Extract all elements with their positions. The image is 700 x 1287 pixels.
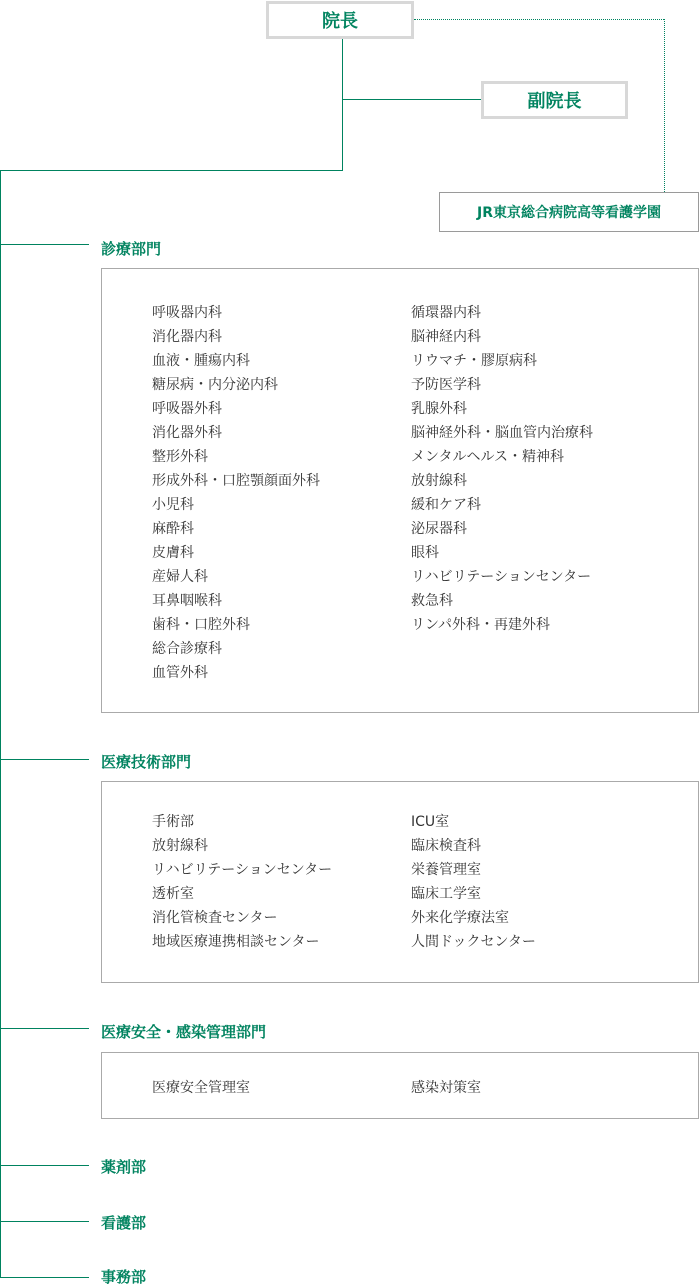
department-item: 臨床検査科: [411, 838, 481, 854]
nursing-dept-title: 看護部: [101, 1214, 147, 1232]
vice-director-branch-line: [342, 99, 481, 100]
department-item: 循環器内科: [411, 305, 481, 321]
nursing-school-box: [439, 192, 699, 232]
department-item: 小児科: [152, 497, 194, 513]
department-item: リハビリテーションセンター: [152, 862, 333, 878]
vice-director-label: 副院長: [527, 91, 582, 112]
school-dotted-v-line: [664, 19, 665, 192]
department-item: 呼吸器内科: [152, 305, 222, 321]
director-to-trunk-line: [0, 170, 343, 171]
department-item: 臨床工学室: [411, 886, 481, 902]
department-item: 地域医療連携相談センター: [152, 934, 320, 950]
department-item: ICU室: [411, 814, 450, 830]
department-item: 人間ドックセンター: [411, 934, 536, 950]
department-item: 整形外科: [152, 449, 208, 465]
clinical-col1: [152, 301, 320, 685]
department-item: 消化器外科: [152, 425, 222, 441]
main-trunk-line: [0, 170, 1, 1278]
department-item: 脳神経内科: [411, 329, 481, 345]
safety-col1: [152, 1076, 250, 1100]
branch-line-nursing: [0, 1221, 89, 1222]
department-item: 耳鼻咽喉科: [152, 593, 222, 609]
branch-line-safety: [0, 1028, 89, 1029]
department-item: 外来化学療法室: [411, 910, 509, 926]
technical-col2: [411, 810, 536, 954]
pharmacy-dept-title: 薬剤部: [101, 1158, 147, 1176]
department-item: 産婦人科: [152, 569, 208, 585]
department-item: 手術部: [152, 814, 194, 830]
department-item: 消化管検査センター: [152, 910, 278, 926]
department-item: 泌尿器科: [411, 521, 467, 537]
branch-line-admin: [0, 1277, 89, 1278]
department-item: 消化器内科: [152, 329, 222, 345]
department-item: 血液・腫瘍内科: [152, 353, 250, 369]
department-item: 救急科: [411, 593, 453, 609]
nursing-school-label: JR東京総合病院高等看護学園: [477, 205, 661, 221]
department-item: 医療安全管理室: [152, 1080, 250, 1096]
branch-line-technical: [0, 759, 89, 760]
department-item: 眼科: [411, 545, 439, 561]
department-item: 透析室: [152, 886, 194, 902]
clinical-dept-title: 診療部門: [101, 240, 162, 258]
director-label: 院長: [322, 11, 358, 32]
department-item: 感染対策室: [411, 1080, 481, 1096]
department-item: メンタルヘルス・精神科: [411, 449, 565, 465]
department-item: 放射線科: [152, 838, 208, 854]
department-item: 歯科・口腔外科: [152, 617, 250, 633]
director-box: [266, 1, 414, 39]
department-item: 総合診療科: [152, 641, 222, 657]
department-item: 血管外科: [152, 665, 208, 681]
department-item: リハビリテーションセンター: [411, 569, 592, 585]
department-item: 予防医学科: [411, 377, 481, 393]
school-dotted-h-line: [414, 19, 664, 20]
department-item: 脳神経外科・脳血管内治療科: [411, 425, 593, 441]
technical-col1: [152, 810, 332, 954]
admin-dept-title: 事務部: [101, 1268, 147, 1286]
department-item: 皮膚科: [152, 545, 194, 561]
technical-dept-title: 医療技術部門: [101, 753, 192, 771]
vice-director-box: [481, 81, 628, 119]
department-item: 緩和ケア科: [411, 497, 481, 513]
department-item: 糖尿病・内分泌内科: [152, 377, 278, 393]
branch-line-pharmacy: [0, 1165, 89, 1166]
department-item: 栄養管理室: [411, 862, 481, 878]
safety-dept-title: 医療安全・感染管理部門: [101, 1023, 267, 1041]
department-item: 乳腺外科: [411, 401, 467, 417]
safety-dept-box: [101, 1052, 699, 1119]
branch-line-clinical: [0, 244, 89, 245]
clinical-dept-box: [101, 268, 699, 713]
director-down-line: [342, 39, 343, 170]
department-item: 麻酔科: [152, 521, 194, 537]
department-item: 形成外科・口腔顎顔面外科: [152, 473, 320, 489]
clinical-col2: [411, 301, 593, 637]
technical-dept-box: [101, 781, 699, 983]
department-item: 放射線科: [411, 473, 467, 489]
safety-col2: [411, 1076, 481, 1100]
department-item: 呼吸器外科: [152, 401, 222, 417]
department-item: リウマチ・膠原病科: [411, 353, 537, 369]
department-item: リンパ外科・再建外科: [411, 617, 551, 633]
